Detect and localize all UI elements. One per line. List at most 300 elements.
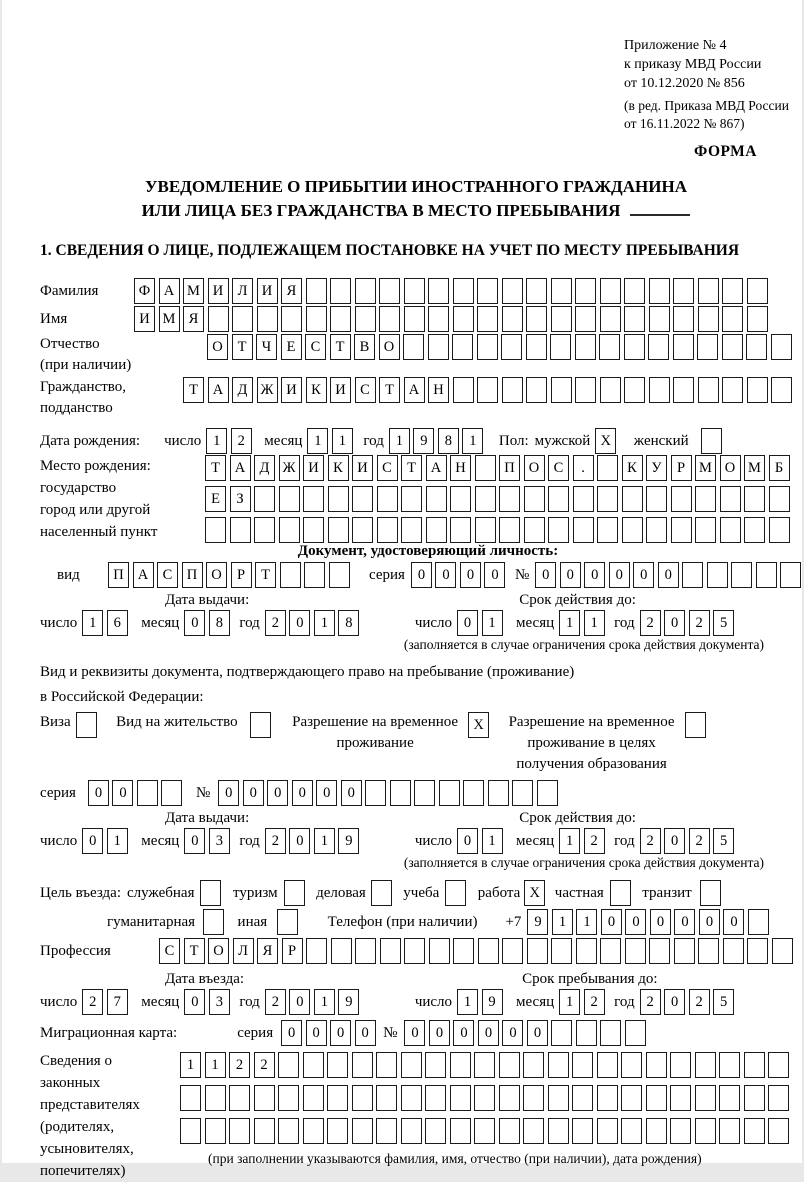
char-cell[interactable]: 0 [609,562,630,588]
char-cell[interactable] [624,377,645,403]
char-cell[interactable] [327,1085,348,1111]
char-cell[interactable] [355,278,376,304]
char-cell[interactable] [624,334,645,360]
char-cell[interactable]: 0 [112,780,133,806]
char-cell[interactable] [707,562,728,588]
char-cell[interactable] [355,938,376,964]
char-cell[interactable]: 0 [289,610,310,636]
char-cell[interactable] [575,278,596,304]
char-cell[interactable] [747,306,768,332]
char-cell[interactable]: 1 [389,428,410,454]
title-blank-underline[interactable] [630,200,690,216]
char-cell[interactable] [161,780,182,806]
char-cell[interactable] [303,517,324,543]
char-cell[interactable] [722,278,743,304]
char-cell[interactable] [502,377,523,403]
char-cell[interactable]: 0 [435,562,456,588]
char-cell[interactable]: 1 [314,989,335,1015]
char-cell[interactable]: А [159,278,180,304]
char-cell[interactable] [746,334,767,360]
char-cell[interactable] [403,334,424,360]
char-cell[interactable] [575,377,596,403]
char-cell[interactable] [327,1052,348,1078]
char-cell[interactable] [576,1020,597,1046]
char-cell[interactable]: 9 [413,428,434,454]
char-cell[interactable]: О [720,455,741,481]
char-cell[interactable]: 1 [205,1052,226,1078]
temp-residence-education-checkbox[interactable] [685,712,706,738]
char-cell[interactable] [488,780,509,806]
char-cell[interactable]: 0 [625,909,646,935]
char-cell[interactable]: И [134,306,155,332]
char-cell[interactable]: М [695,455,716,481]
char-cell[interactable]: С [355,377,376,403]
char-cell[interactable]: 0 [411,562,432,588]
char-cell[interactable]: 3 [209,828,230,854]
char-cell[interactable] [548,1118,569,1144]
char-cell[interactable] [428,306,449,332]
char-cell[interactable] [401,1052,422,1078]
char-cell[interactable] [551,278,572,304]
purpose-official-checkbox[interactable] [200,880,221,906]
char-cell[interactable]: 2 [584,828,605,854]
char-cell[interactable] [501,334,522,360]
char-cell[interactable]: 1 [552,909,573,935]
char-cell[interactable] [230,517,251,543]
char-cell[interactable] [695,1085,716,1111]
char-cell[interactable]: 0 [723,909,744,935]
char-cell[interactable] [453,306,474,332]
char-cell[interactable] [551,306,572,332]
char-cell[interactable]: Ф [134,278,155,304]
char-cell[interactable]: Я [281,278,302,304]
char-cell[interactable]: 7 [107,989,128,1015]
char-cell[interactable]: И [208,278,229,304]
char-cell[interactable] [551,938,572,964]
residence-permit-checkbox[interactable] [250,712,271,738]
char-cell[interactable] [401,517,422,543]
char-cell[interactable]: 2 [640,828,661,854]
char-cell[interactable] [329,562,350,588]
char-cell[interactable] [352,1052,373,1078]
char-cell[interactable] [524,517,545,543]
char-cell[interactable] [401,486,422,512]
char-cell[interactable]: 1 [559,828,580,854]
char-cell[interactable]: 9 [482,989,503,1015]
char-cell[interactable] [695,1118,716,1144]
char-cell[interactable] [474,1085,495,1111]
char-cell[interactable] [478,938,499,964]
char-cell[interactable] [380,938,401,964]
char-cell[interactable] [744,486,765,512]
char-cell[interactable] [648,334,669,360]
char-cell[interactable] [744,1118,765,1144]
char-cell[interactable]: И [257,278,278,304]
char-cell[interactable] [137,780,158,806]
char-cell[interactable]: П [108,562,129,588]
char-cell[interactable]: 1 [314,610,335,636]
char-cell[interactable] [523,1052,544,1078]
char-cell[interactable]: 0 [502,1020,523,1046]
char-cell[interactable]: Р [231,562,252,588]
char-cell[interactable] [649,278,670,304]
char-cell[interactable]: А [230,455,251,481]
char-cell[interactable]: Т [330,334,351,360]
char-cell[interactable] [475,486,496,512]
char-cell[interactable]: Т [401,455,422,481]
char-cell[interactable] [477,377,498,403]
purpose-business-checkbox[interactable] [371,880,392,906]
char-cell[interactable]: С [377,455,398,481]
char-cell[interactable] [572,1118,593,1144]
char-cell[interactable]: 1 [482,610,503,636]
char-cell[interactable] [303,486,324,512]
char-cell[interactable] [768,1052,789,1078]
char-cell[interactable]: И [330,377,351,403]
char-cell[interactable] [674,938,695,964]
char-cell[interactable] [205,1118,226,1144]
char-cell[interactable] [625,938,646,964]
purpose-other-checkbox[interactable] [277,909,298,935]
char-cell[interactable]: 9 [338,828,359,854]
char-cell[interactable]: 2 [231,428,252,454]
char-cell[interactable]: 0 [341,780,362,806]
char-cell[interactable] [352,1118,373,1144]
char-cell[interactable] [328,517,349,543]
char-cell[interactable] [425,1118,446,1144]
char-cell[interactable]: 1 [559,610,580,636]
char-cell[interactable]: С [305,334,326,360]
char-cell[interactable] [573,486,594,512]
char-cell[interactable]: 5 [713,828,734,854]
char-cell[interactable] [548,517,569,543]
char-cell[interactable]: 2 [265,828,286,854]
char-cell[interactable]: П [499,455,520,481]
char-cell[interactable] [205,517,226,543]
char-cell[interactable] [670,1085,691,1111]
char-cell[interactable] [599,334,620,360]
char-cell[interactable] [719,1085,740,1111]
char-cell[interactable] [477,306,498,332]
char-cell[interactable]: Д [254,455,275,481]
char-cell[interactable]: Т [205,455,226,481]
char-cell[interactable] [769,517,790,543]
char-cell[interactable] [401,1085,422,1111]
char-cell[interactable] [548,1052,569,1078]
char-cell[interactable]: 0 [184,610,205,636]
char-cell[interactable] [475,455,496,481]
char-cell[interactable]: О [524,455,545,481]
char-cell[interactable]: 0 [292,780,313,806]
char-cell[interactable] [698,306,719,332]
char-cell[interactable]: 0 [664,828,685,854]
char-cell[interactable]: А [208,377,229,403]
char-cell[interactable] [551,1020,572,1046]
char-cell[interactable]: 1 [314,828,335,854]
char-cell[interactable] [499,486,520,512]
char-cell[interactable] [670,1052,691,1078]
char-cell[interactable] [376,1118,397,1144]
char-cell[interactable] [355,306,376,332]
char-cell[interactable]: 1 [332,428,353,454]
char-cell[interactable]: О [206,562,227,588]
char-cell[interactable]: 2 [640,610,661,636]
char-cell[interactable]: 9 [338,989,359,1015]
sex-male-checkbox[interactable]: X [595,428,616,454]
char-cell[interactable] [425,1052,446,1078]
char-cell[interactable] [526,334,547,360]
char-cell[interactable] [279,517,300,543]
char-cell[interactable]: Т [379,377,400,403]
char-cell[interactable]: О [379,334,400,360]
char-cell[interactable] [379,306,400,332]
char-cell[interactable] [649,377,670,403]
char-cell[interactable]: 2 [689,610,710,636]
char-cell[interactable] [646,1118,667,1144]
char-cell[interactable] [695,1052,716,1078]
char-cell[interactable]: Е [205,486,226,512]
char-cell[interactable] [306,938,327,964]
char-cell[interactable]: Н [450,455,471,481]
char-cell[interactable]: 2 [265,989,286,1015]
char-cell[interactable] [330,306,351,332]
char-cell[interactable]: 0 [218,780,239,806]
char-cell[interactable]: С [159,938,180,964]
char-cell[interactable] [306,306,327,332]
char-cell[interactable]: 0 [478,1020,499,1046]
char-cell[interactable] [621,1085,642,1111]
char-cell[interactable] [682,562,703,588]
char-cell[interactable]: 5 [713,610,734,636]
char-cell[interactable] [744,1085,765,1111]
char-cell[interactable] [625,1020,646,1046]
char-cell[interactable] [453,377,474,403]
char-cell[interactable]: Ж [257,377,278,403]
char-cell[interactable] [523,1118,544,1144]
char-cell[interactable] [723,938,744,964]
char-cell[interactable]: 0 [560,562,581,588]
char-cell[interactable] [575,334,596,360]
char-cell[interactable] [428,278,449,304]
char-cell[interactable]: 0 [457,828,478,854]
char-cell[interactable] [404,306,425,332]
char-cell[interactable]: 0 [650,909,671,935]
char-cell[interactable] [280,562,301,588]
char-cell[interactable]: П [182,562,203,588]
char-cell[interactable]: 0 [404,1020,425,1046]
char-cell[interactable] [670,1118,691,1144]
char-cell[interactable] [671,486,692,512]
char-cell[interactable] [722,306,743,332]
char-cell[interactable]: 0 [289,989,310,1015]
char-cell[interactable]: 0 [243,780,264,806]
char-cell[interactable]: Я [183,306,204,332]
char-cell[interactable]: Т [183,377,204,403]
char-cell[interactable]: 0 [535,562,556,588]
char-cell[interactable] [526,377,547,403]
char-cell[interactable] [597,455,618,481]
char-cell[interactable] [180,1118,201,1144]
char-cell[interactable] [453,938,474,964]
char-cell[interactable]: А [133,562,154,588]
char-cell[interactable] [439,780,460,806]
char-cell[interactable]: К [622,455,643,481]
char-cell[interactable] [747,377,768,403]
char-cell[interactable] [254,486,275,512]
char-cell[interactable]: 2 [689,989,710,1015]
char-cell[interactable] [352,1085,373,1111]
char-cell[interactable]: Е [281,334,302,360]
char-cell[interactable] [463,780,484,806]
char-cell[interactable]: 0 [699,909,720,935]
char-cell[interactable]: . [573,455,594,481]
char-cell[interactable] [453,278,474,304]
char-cell[interactable] [527,938,548,964]
char-cell[interactable]: Р [282,938,303,964]
char-cell[interactable] [748,909,769,935]
char-cell[interactable] [673,334,694,360]
char-cell[interactable] [304,562,325,588]
char-cell[interactable] [254,1085,275,1111]
char-cell[interactable]: 0 [184,989,205,1015]
char-cell[interactable] [621,1052,642,1078]
char-cell[interactable]: Д [232,377,253,403]
char-cell[interactable] [180,1085,201,1111]
purpose-work-checkbox[interactable]: X [524,880,545,906]
char-cell[interactable] [646,486,667,512]
char-cell[interactable]: Ч [256,334,277,360]
char-cell[interactable] [695,486,716,512]
char-cell[interactable] [550,334,571,360]
char-cell[interactable]: 0 [316,780,337,806]
char-cell[interactable]: 0 [82,828,103,854]
char-cell[interactable] [327,1118,348,1144]
char-cell[interactable]: 0 [664,989,685,1015]
char-cell[interactable]: 1 [462,428,483,454]
char-cell[interactable] [771,334,792,360]
temp-residence-checkbox[interactable]: X [468,712,489,738]
char-cell[interactable]: К [306,377,327,403]
char-cell[interactable] [278,1052,299,1078]
char-cell[interactable] [499,517,520,543]
char-cell[interactable] [499,1052,520,1078]
char-cell[interactable] [698,938,719,964]
char-cell[interactable]: 2 [584,989,605,1015]
char-cell[interactable] [499,1085,520,1111]
char-cell[interactable]: 1 [180,1052,201,1078]
char-cell[interactable] [426,486,447,512]
char-cell[interactable] [499,1118,520,1144]
char-cell[interactable]: Ж [279,455,300,481]
char-cell[interactable] [328,486,349,512]
char-cell[interactable]: В [354,334,375,360]
char-cell[interactable] [600,377,621,403]
char-cell[interactable]: 0 [674,909,695,935]
char-cell[interactable] [352,517,373,543]
char-cell[interactable] [477,278,498,304]
char-cell[interactable] [502,306,523,332]
char-cell[interactable]: 2 [265,610,286,636]
char-cell[interactable] [597,1118,618,1144]
char-cell[interactable] [646,1052,667,1078]
char-cell[interactable]: И [352,455,373,481]
char-cell[interactable] [428,334,449,360]
char-cell[interactable] [404,938,425,964]
char-cell[interactable] [306,278,327,304]
char-cell[interactable]: 2 [640,989,661,1015]
char-cell[interactable]: 0 [88,780,109,806]
char-cell[interactable] [414,780,435,806]
char-cell[interactable]: У [646,455,667,481]
char-cell[interactable] [450,1085,471,1111]
char-cell[interactable] [548,1085,569,1111]
purpose-private-checkbox[interactable] [610,880,631,906]
char-cell[interactable]: М [159,306,180,332]
char-cell[interactable] [698,377,719,403]
char-cell[interactable]: С [548,455,569,481]
char-cell[interactable] [756,562,777,588]
char-cell[interactable]: Л [232,278,253,304]
char-cell[interactable] [254,517,275,543]
char-cell[interactable]: 8 [438,428,459,454]
char-cell[interactable]: 1 [482,828,503,854]
char-cell[interactable] [768,1118,789,1144]
char-cell[interactable] [673,306,694,332]
char-cell[interactable] [303,1118,324,1144]
char-cell[interactable]: 2 [82,989,103,1015]
char-cell[interactable] [780,562,801,588]
char-cell[interactable] [573,517,594,543]
char-cell[interactable]: М [183,278,204,304]
char-cell[interactable] [719,1118,740,1144]
char-cell[interactable] [205,1085,226,1111]
char-cell[interactable]: 1 [82,610,103,636]
char-cell[interactable] [572,1085,593,1111]
char-cell[interactable] [331,938,352,964]
char-cell[interactable] [278,1118,299,1144]
char-cell[interactable] [597,1052,618,1078]
char-cell[interactable]: Л [233,938,254,964]
char-cell[interactable]: 1 [307,428,328,454]
char-cell[interactable] [771,377,792,403]
char-cell[interactable] [254,1118,275,1144]
char-cell[interactable] [426,517,447,543]
char-cell[interactable] [768,1085,789,1111]
char-cell[interactable] [673,278,694,304]
char-cell[interactable] [512,780,533,806]
char-cell[interactable] [695,517,716,543]
char-cell[interactable] [646,517,667,543]
char-cell[interactable] [698,278,719,304]
char-cell[interactable] [365,780,386,806]
char-cell[interactable]: 0 [457,610,478,636]
char-cell[interactable]: 0 [453,1020,474,1046]
char-cell[interactable]: 0 [601,909,622,935]
char-cell[interactable] [257,306,278,332]
char-cell[interactable] [390,780,411,806]
char-cell[interactable] [229,1085,250,1111]
char-cell[interactable]: 0 [281,1020,302,1046]
char-cell[interactable]: О [208,938,229,964]
char-cell[interactable]: 1 [576,909,597,935]
char-cell[interactable] [523,1085,544,1111]
char-cell[interactable]: Б [769,455,790,481]
char-cell[interactable] [548,486,569,512]
char-cell[interactable]: 0 [658,562,679,588]
char-cell[interactable] [747,278,768,304]
char-cell[interactable] [279,486,300,512]
char-cell[interactable] [404,278,425,304]
